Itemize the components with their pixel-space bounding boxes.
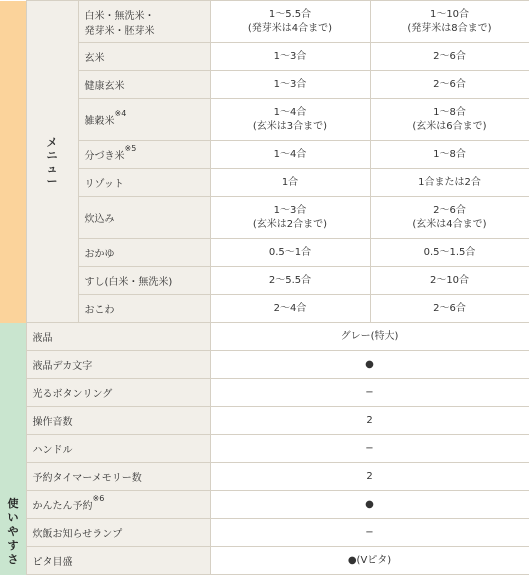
capacity-small xyxy=(210,169,370,197)
capacity-large xyxy=(370,169,529,197)
usability-value xyxy=(210,463,529,491)
capacity-large-text: 1〜10合 (発芽米は8合まで) xyxy=(407,8,492,34)
usability-value xyxy=(210,547,529,575)
usability-value-text: − xyxy=(365,442,374,454)
menu-row-label xyxy=(78,295,210,323)
usability-row xyxy=(0,547,529,575)
capacity-large xyxy=(370,295,529,323)
row-label-text: 玄米 xyxy=(84,53,105,64)
capacity-small-text: 1〜4合 (玄米は3合まで) xyxy=(252,106,328,132)
capacity-small-text: 1〜3合 xyxy=(273,78,307,90)
menu-row-label xyxy=(78,267,210,295)
capacity-small xyxy=(210,43,370,71)
capacity-small xyxy=(210,71,370,99)
menu-row-label xyxy=(78,169,210,197)
menu-row-label xyxy=(78,71,210,99)
capacity-large-text: 2〜6合 (玄米は4合まで) xyxy=(412,204,487,230)
menu-row xyxy=(0,169,529,197)
menu-row-label xyxy=(78,1,210,43)
capacity-small-text: 1〜3合 (玄米は2合まで) xyxy=(252,204,328,230)
usability-value xyxy=(210,379,529,407)
capacity-large-text: 0.5〜1.5合 xyxy=(423,246,476,258)
usability-row xyxy=(0,351,529,379)
usability-value-text: ●(Vピタ) xyxy=(347,554,392,566)
row-label-text: おかゆ xyxy=(84,249,115,260)
menu-row-label xyxy=(78,239,210,267)
capacity-large-text: 1〜8合 (玄米は6合まで) xyxy=(412,106,487,132)
usability-row xyxy=(0,323,529,351)
usability-row-label xyxy=(26,323,210,351)
usability-row-label xyxy=(26,407,210,435)
capacity-large xyxy=(370,267,529,295)
menu-row xyxy=(0,99,529,141)
usability-row-label xyxy=(26,547,210,575)
menu-row-label xyxy=(78,99,210,141)
menu-section xyxy=(0,1,529,323)
usability-value xyxy=(210,519,529,547)
row-label-text: おこわ xyxy=(84,305,115,316)
usability-value-text: − xyxy=(365,526,374,538)
capacity-small-text: 2〜5.5合 xyxy=(268,274,312,286)
capacity-large xyxy=(370,1,529,43)
row-label-text: 健康玄米 xyxy=(84,81,125,92)
footnote-mark: ※4 xyxy=(114,109,127,118)
capacity-large-text: 1合または2合 xyxy=(418,176,481,188)
row-label-text: 液晶デカ文字 xyxy=(32,361,93,372)
menu-row-label xyxy=(78,197,210,239)
usability-row xyxy=(0,491,529,519)
capacity-small xyxy=(210,1,370,43)
row-label-text: 予約タイマーメモリー数 xyxy=(32,473,142,484)
usability-row-label xyxy=(26,379,210,407)
usability-row xyxy=(0,463,529,491)
usability-value-text: − xyxy=(365,386,374,398)
row-label-text: リゾット xyxy=(84,179,124,190)
menu-row xyxy=(0,141,529,169)
capacity-small xyxy=(210,267,370,295)
menu-category-label: メニュー xyxy=(46,135,58,188)
row-label-text: 光るボタンリング xyxy=(32,389,113,400)
menu-color-band xyxy=(0,1,26,323)
usability-row xyxy=(0,435,529,463)
capacity-small xyxy=(210,141,370,169)
footnote-mark: ※6 xyxy=(92,494,105,503)
usability-row xyxy=(0,407,529,435)
usability-value xyxy=(210,407,529,435)
row-label-text: 液晶 xyxy=(32,333,53,344)
capacity-large-text: 2〜6合 xyxy=(433,302,466,314)
usability-row-label xyxy=(26,351,210,379)
capacity-small xyxy=(210,99,370,141)
row-label-text: ピタ目盛 xyxy=(32,557,73,568)
capacity-small xyxy=(210,295,370,323)
row-label-text: 炊込み xyxy=(84,214,115,225)
capacity-large-text: 2〜6合 xyxy=(433,78,466,90)
capacity-large xyxy=(370,239,529,267)
usability-value xyxy=(210,491,529,519)
menu-row xyxy=(0,239,529,267)
menu-row xyxy=(0,267,529,295)
menu-row-label xyxy=(78,141,210,169)
capacity-large xyxy=(370,71,529,99)
capacity-large-text: 2〜10合 xyxy=(429,274,470,286)
usability-value-text: 2 xyxy=(366,414,373,426)
row-label-text: 分づき米 xyxy=(84,151,125,162)
usability-value xyxy=(210,351,529,379)
capacity-large xyxy=(370,99,529,141)
capacity-small xyxy=(210,239,370,267)
usability-value xyxy=(210,323,529,351)
capacity-small-text: 1〜5.5合 (発芽米は4合まで) xyxy=(247,8,333,34)
usability-row-label xyxy=(26,463,210,491)
usability-row-label xyxy=(26,491,210,519)
row-label-text: 白米・無洗米・ 発芽米・胚芽米 xyxy=(84,10,155,37)
capacity-small-text: 0.5〜1合 xyxy=(268,246,312,258)
usability-row xyxy=(0,519,529,547)
menu-row xyxy=(0,71,529,99)
usability-section xyxy=(0,323,529,575)
usability-value-text: 2 xyxy=(366,470,373,482)
usability-value-text: ● xyxy=(365,358,374,370)
row-label-text: すし(白米・無洗米) xyxy=(84,277,173,288)
menu-row xyxy=(0,295,529,323)
capacity-large-text: 2〜6合 xyxy=(433,50,466,62)
usability-value xyxy=(210,435,529,463)
footnote-mark: ※5 xyxy=(124,144,137,153)
menu-category xyxy=(26,1,78,323)
capacity-large xyxy=(370,141,529,169)
capacity-large xyxy=(370,197,529,239)
row-label-text: ハンドル xyxy=(32,445,73,456)
capacity-large-text: 1〜8合 xyxy=(433,148,466,160)
menu-row xyxy=(0,197,529,239)
usability-value-text: グレー(特大) xyxy=(340,330,399,342)
row-label-text: かんたん予約 xyxy=(32,501,93,512)
capacity-small-text: 1合 xyxy=(281,176,299,188)
menu-row-label xyxy=(78,43,210,71)
usability-row xyxy=(0,379,529,407)
row-label-text: 雑穀米 xyxy=(84,116,115,127)
capacity-small-text: 1〜3合 xyxy=(273,50,307,62)
capacity-small-text: 2〜4合 xyxy=(273,302,307,314)
usability-category-label: 使いやすさ xyxy=(7,497,19,566)
row-label-text: 炊飯お知らせランプ xyxy=(32,529,123,540)
usability-row-label xyxy=(26,435,210,463)
usability-value-text: ● xyxy=(365,498,374,510)
capacity-small xyxy=(210,197,370,239)
menu-row xyxy=(0,1,529,43)
capacity-large xyxy=(370,43,529,71)
usability-row-label xyxy=(26,519,210,547)
row-label-text: 操作音数 xyxy=(32,417,73,428)
capacity-small-text: 1〜4合 xyxy=(273,148,307,160)
menu-row xyxy=(0,43,529,71)
